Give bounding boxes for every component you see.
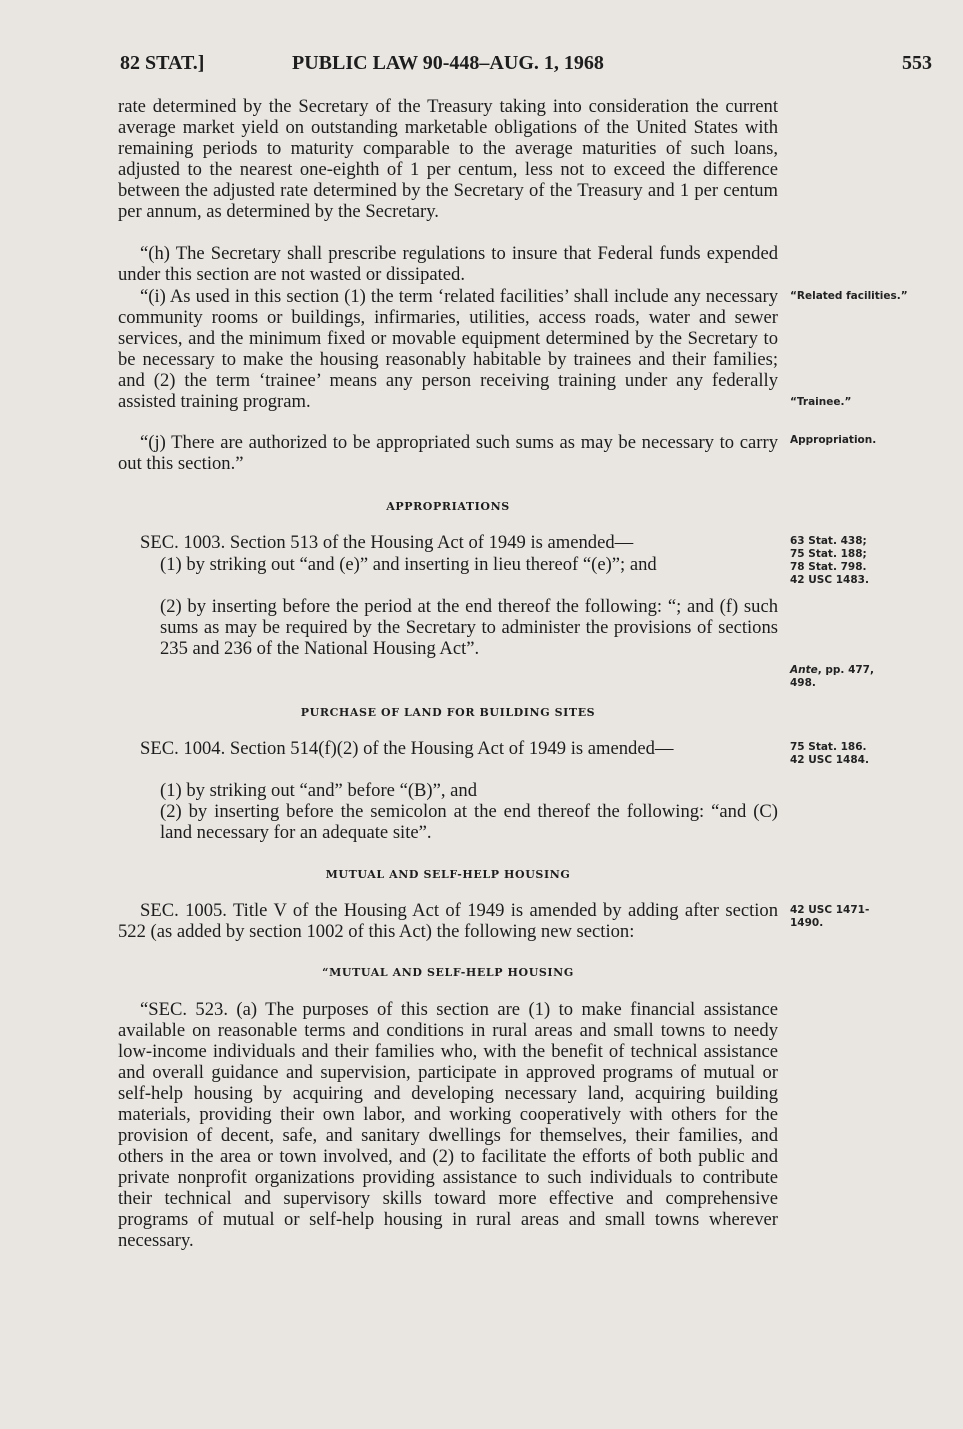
citation-ante: Ante (790, 664, 818, 676)
heading-appropriations: APPROPRIATIONS (386, 500, 510, 513)
margin-note-trainee: “Trainee.” (790, 396, 852, 408)
heading-purchase-of-land: PURCHASE OF LAND FOR BUILDING SITES (300, 706, 596, 719)
heading-mutual-housing: MUTUAL AND SELF-HELP HOUSING (325, 868, 571, 881)
citation: 63 Stat. 438; (790, 535, 867, 547)
citation: 42 USC 1484. (790, 754, 869, 766)
paragraph-h: “(h) The Secretary shall prescribe regulations to insure that Federal funds expended under this section are not wasted or dissipated. (118, 243, 778, 285)
paragraph-rate: rate determined by the Secretary of the Treasury taking into consideration the current average market yield on outstanding marketable obligations of the United States with remaining periods to maturity comparable to the average maturities of such loans, adjusted to the nearest one-eighth of 1 per centum, less not to exceed the difference between the adjusted rate determined by the Secretary of the Treasury and 1 per centum per annum, as determined by the Secretary. (118, 96, 778, 222)
public-law-title: PUBLIC LAW 90-448–AUG. 1, 1968 (292, 52, 604, 74)
margin-note-appropriation: Appropriation. (790, 434, 877, 446)
section-1003: SEC. 1003. Section 513 of the Housing Act of 1949 is amended— (140, 532, 634, 553)
paragraph-i: “(i) As used in this section (1) the term ‘related facilities’ shall include any necessary community rooms or buildings, infirmaries, utilities, access roads, water and sewer services, and the minimum fixed or movable equipment determined by the Secretary to be necessary to make the housing reasonably habitable by trainees and their families; and (2) the term ‘trainee’ means any person receiving training under any federally assisted training program. (118, 286, 778, 412)
citation: 42 USC 1471- (790, 904, 870, 916)
margin-note-related-facilities: “Related facilities.” (790, 290, 908, 302)
section-1004-clause-2: (2) by inserting before the semicolon at the end thereof the following: “and (C) land necessary for an adequate site”. (160, 801, 778, 843)
section-1004-clause-1: (1) by striking out “and” before “(B)”, and (160, 780, 478, 801)
statute-volume: 82 STAT.] (120, 52, 205, 74)
citation: 75 Stat. 188; (790, 548, 867, 560)
margin-note-citations-1004 (790, 741, 940, 767)
section-523: “SEC. 523. (a) The purposes of this section are (1) to make financial assistance available on reasonable terms and conditions in rural areas and small towns to needy low-income individuals and their families who, with the benefit of technical assistance and overall guidance and supervision, participate in approved programs of mutual or self-help housing by acquiring and developing necessary land, acquiring building materials, providing their own labor, and working cooperatively with others for the provision of decent, safe, and sanitary dwellings for themselves, their families, and others in the area or town involved, and (2) to facilitate the efforts of both public and private nonprofit organizations providing assistance to such individuals to contribute their technical and supervisory skills toward more effective and comprehensive programs of mutual or self-help housing in rural areas and small towns wherever necessary. (118, 999, 778, 1251)
citation: 498. (790, 677, 816, 689)
section-1003-clause-1: (1) by striking out “and (e)” and inserting in lieu thereof “(e)”; and (160, 554, 657, 575)
paragraph-j: “(j) There are authorized to be appropriated such sums as may be necessary to carry out this section.” (118, 432, 778, 474)
citation: 1490. (790, 917, 824, 929)
page-number: 553 (902, 52, 932, 74)
citation-pages: , pp. 477, (817, 664, 874, 676)
citation (790, 664, 940, 677)
heading-mutual-housing-quoted: “MUTUAL AND SELF-HELP HOUSING (322, 966, 574, 979)
page-header (120, 52, 932, 82)
citation: 78 Stat. 798. (790, 561, 867, 573)
citation: 42 USC 1483. (790, 574, 869, 586)
margin-note-citations-1003 (790, 535, 940, 587)
section-1005: SEC. 1005. Title V of the Housing Act of 1949 is amended by adding after section 522 (as added by section 1002 of this Act) the following new section: (118, 900, 778, 942)
citation: 75 Stat. 186. (790, 741, 867, 753)
section-1004: SEC. 1004. Section 514(f)(2) of the Housing Act of 1949 is amended— (140, 738, 674, 759)
section-1003-clause-2: (2) by inserting before the period at the end thereof the following: “; and (f) such sums as may be required by the Secretary to administer the provisions of sections 235 and 236 of the National Housing Act”. (160, 596, 778, 659)
margin-note-ante (790, 664, 940, 690)
margin-note-citations-1005 (790, 904, 940, 930)
